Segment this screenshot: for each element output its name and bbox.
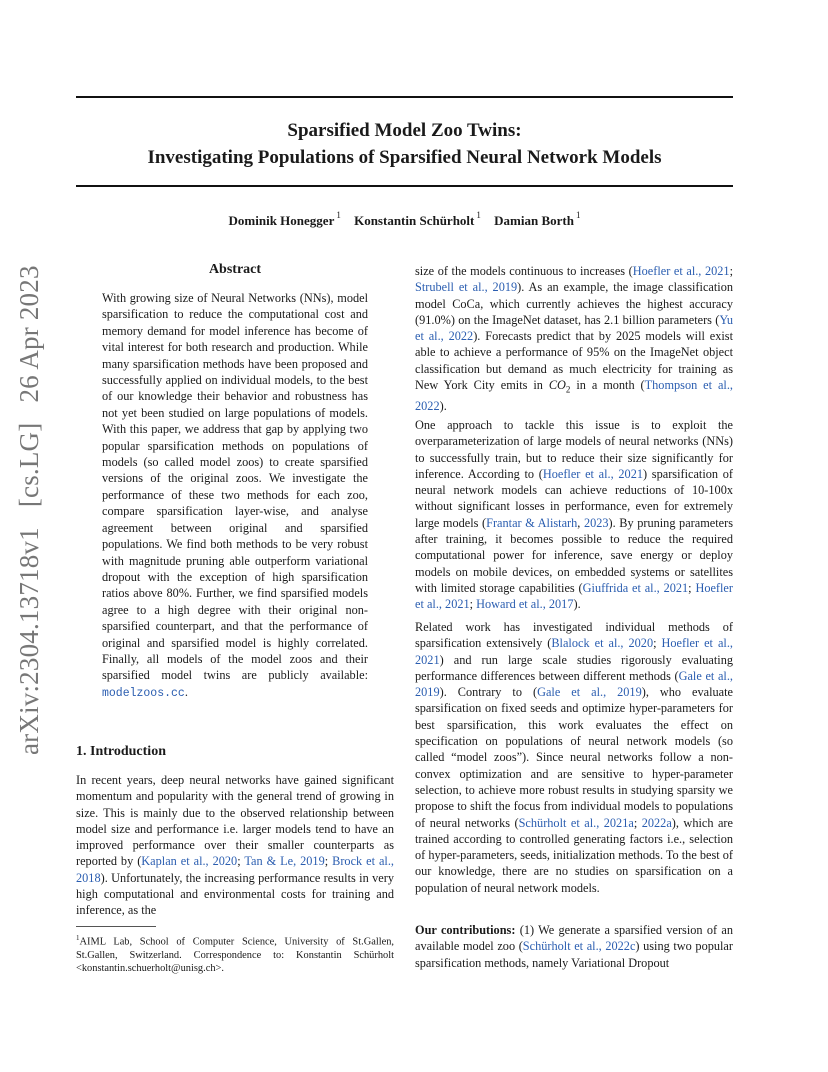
citation[interactable]: Schürholt et al., 2022c bbox=[522, 939, 636, 954]
footnote-rule bbox=[76, 926, 156, 927]
contributions-paragraph: Our contributions: (1) We generate a sparsified version of an available model zoo (Schürholt et al., 2022c) using two popular sparsification methods, namely Variational Dropout bbox=[415, 923, 733, 970]
author-3: Damian Borth $^1$ bbox=[494, 210, 581, 228]
paper-title bbox=[76, 117, 733, 171]
co2-formula: CO bbox=[548, 378, 566, 393]
citation[interactable]: Hoefler et al., 2021 bbox=[415, 580, 733, 612]
citation[interactable]: 2023 bbox=[583, 515, 609, 530]
title-line-2: Investigating Populations of Sparsified Neural Network Models bbox=[147, 147, 662, 168]
citation[interactable]: Gale et al., 2019 bbox=[415, 668, 733, 700]
citation[interactable]: Schürholt et al., 2021a bbox=[518, 815, 634, 830]
citation[interactable]: Tan & Le, 2019 bbox=[244, 854, 325, 869]
citation[interactable]: Howard et al., 2017 bbox=[476, 597, 574, 612]
author-2: Konstantin Schürholt $^1$ bbox=[354, 210, 481, 228]
author-list bbox=[76, 210, 733, 229]
citation[interactable]: Thompson et al., 2022 bbox=[415, 378, 733, 413]
title-rule-top bbox=[76, 96, 733, 98]
citation[interactable]: Frantar & Alistarh bbox=[486, 515, 578, 530]
citation[interactable]: Giuffrida et al., 2021 bbox=[582, 580, 689, 595]
right-paragraph-1: size of the models continuous to increases (Hoefler et al., 2021; Strubell et al., 2019). As an example, the image classification model CoCa, which currently achieves the highest accuracy (91.0%) on the ImageNet dataset, has 2.1 billion parameters (Yu et al., 2022). Forecasts predict that by 2025 models will exist able to achieve a performance of 95% on the ImageNet object classification but demand as much electricity for training as New York City emits in $CO_2$ in a month (Thompson et al., 2022). bbox=[415, 264, 733, 413]
right-paragraph-3: Related work has investigated individual methods of sparsification extensively (Blalock et al., 2020; Hoefler et al., 2021) and run large scale studies rigorously evaluating performance differences between different methods (Gale et al., 2019). Contrary to (Gale et al., 2019), who evaluate sparsification on fixed seeds and optimize hyper-parameters for best sparsification, this work evaluates the effect on specification on populations of neural network models (so called “model zoos”). Since neural networks follow a non-convex optimization and are sensitive to hyper-parameter selection, to achieve more robust results in studying sparsity we propose to shift the focus from individual models to populations of neural networks (Schürholt et al., 2021a; 2022a), which are trained according to controlled generating factors i.e., selection of hyper-parameters, seeds, initialization methods. To the best of our knowledge, there are no studies on sparsification on a population of neural network models. bbox=[415, 620, 733, 895]
abstract-link[interactable]: modelzoos.cc bbox=[102, 686, 185, 700]
arxiv-category: [cs.LG] bbox=[14, 422, 44, 508]
right-paragraph-2: One approach to tackle this issue is to exploit the overparameterization of large models of neural networks (NNs) to successfully train, but to reduce their size significantly for inference. According to (Hoefler et al., 2021) sparsification of neural network models can achieve reductions of 10-100x without significant losses in performance, even for extremely large models (Frantar & Alistarh, 2023). By pruning parameters after training, it becomes possible to reduce the required computational power for inference, save energy or deploy models on mobile devices, on embedded systems or satellites with limited storage capabilities (Giuffrida et al., 2021; Hoefler et al., 2021; Howard et al., 2017). bbox=[415, 418, 734, 612]
citation[interactable]: Brock et al., 2018 bbox=[76, 854, 395, 885]
citation[interactable]: Hoefler et al., 2021 bbox=[632, 264, 730, 278]
arxiv-date: 26 Apr 2023 bbox=[14, 265, 44, 403]
contributions-heading: Our contributions: bbox=[415, 923, 516, 937]
intro-paragraph-1: In recent years, deep neural networks have gained significant momentum and popularity with the general trend of growing in size. This is mainly due to the observed relationship between model size and performance i.e. larger models tend to have an improved performance over their smaller counterparts as reported by (Kaplan et al., 2020; Tan & Le, 2019; Brock et al., 2018). Unfortunately, the increasing performance results in very high computational and environmental costs for training and inference, as the bbox=[76, 773, 395, 918]
citation[interactable]: Blalock et al., 2020 bbox=[551, 636, 654, 651]
citation[interactable]: Kaplan et al., 2020 bbox=[141, 854, 238, 869]
citation[interactable]: 2022a bbox=[641, 815, 672, 830]
citation[interactable]: Yu et al., 2022 bbox=[415, 312, 733, 344]
citation[interactable]: Gale et al., 2019 bbox=[537, 685, 642, 700]
title-line-1: Sparsified Model Zoo Twins: bbox=[287, 120, 522, 141]
title-rule-bottom bbox=[76, 185, 733, 187]
section-heading-introduction: 1. Introduction bbox=[76, 744, 166, 759]
citation[interactable]: Hoefler et al., 2021 bbox=[415, 636, 733, 667]
author-1: Dominik Honegger $^1$ bbox=[228, 210, 341, 228]
citation[interactable]: Hoefler et al., 2021 bbox=[542, 466, 643, 481]
footnote: $^1$AIML Lab, School of Computer Science, University of St.Gallen, St.Gallen, Switzerland. Correspondence to: Konstantin Schürholt <konstantin.schuerholt@unisg.ch>. bbox=[76, 934, 394, 975]
abstract-heading: Abstract bbox=[208, 262, 262, 277]
citation[interactable]: Strubell et al., 2019 bbox=[415, 280, 518, 295]
arxiv-id[interactable]: arXiv:2304.13718v1 bbox=[14, 527, 44, 755]
abstract-body: With growing size of Neural Networks (NNs), model sparsification to reduce the computational cost and memory demand for model inference has become of vital interest for both research and production. While many sparsification methods have been proposed and successfully applied on individual models, to the best of our knowledge their behavior and robustness has not yet been studied on large populations of models. With this paper, we address that gap by applying two popular sparsification methods on populations of models (so called model zoos) to create sparsified versions of the original zoos. We investigate the performance of these two methods for each zoo, compare sparsification layer-wise, and analyse agreement between original and sparsified populations. We find both methods to be very robust with magnitude pruning able outperform variational dropout with the exception of high sparsification ratios above 80%. Further, we find sparsified models agree to a high degree with their original non-sparsified counterpart, and that the performance of original and sparsified model is highly correlated. Finally, all models of the model zoos and their sparsified model twins are publicly available: modelzoos.cc. bbox=[102, 291, 368, 700]
arxiv-stamp bbox=[14, 265, 45, 755]
